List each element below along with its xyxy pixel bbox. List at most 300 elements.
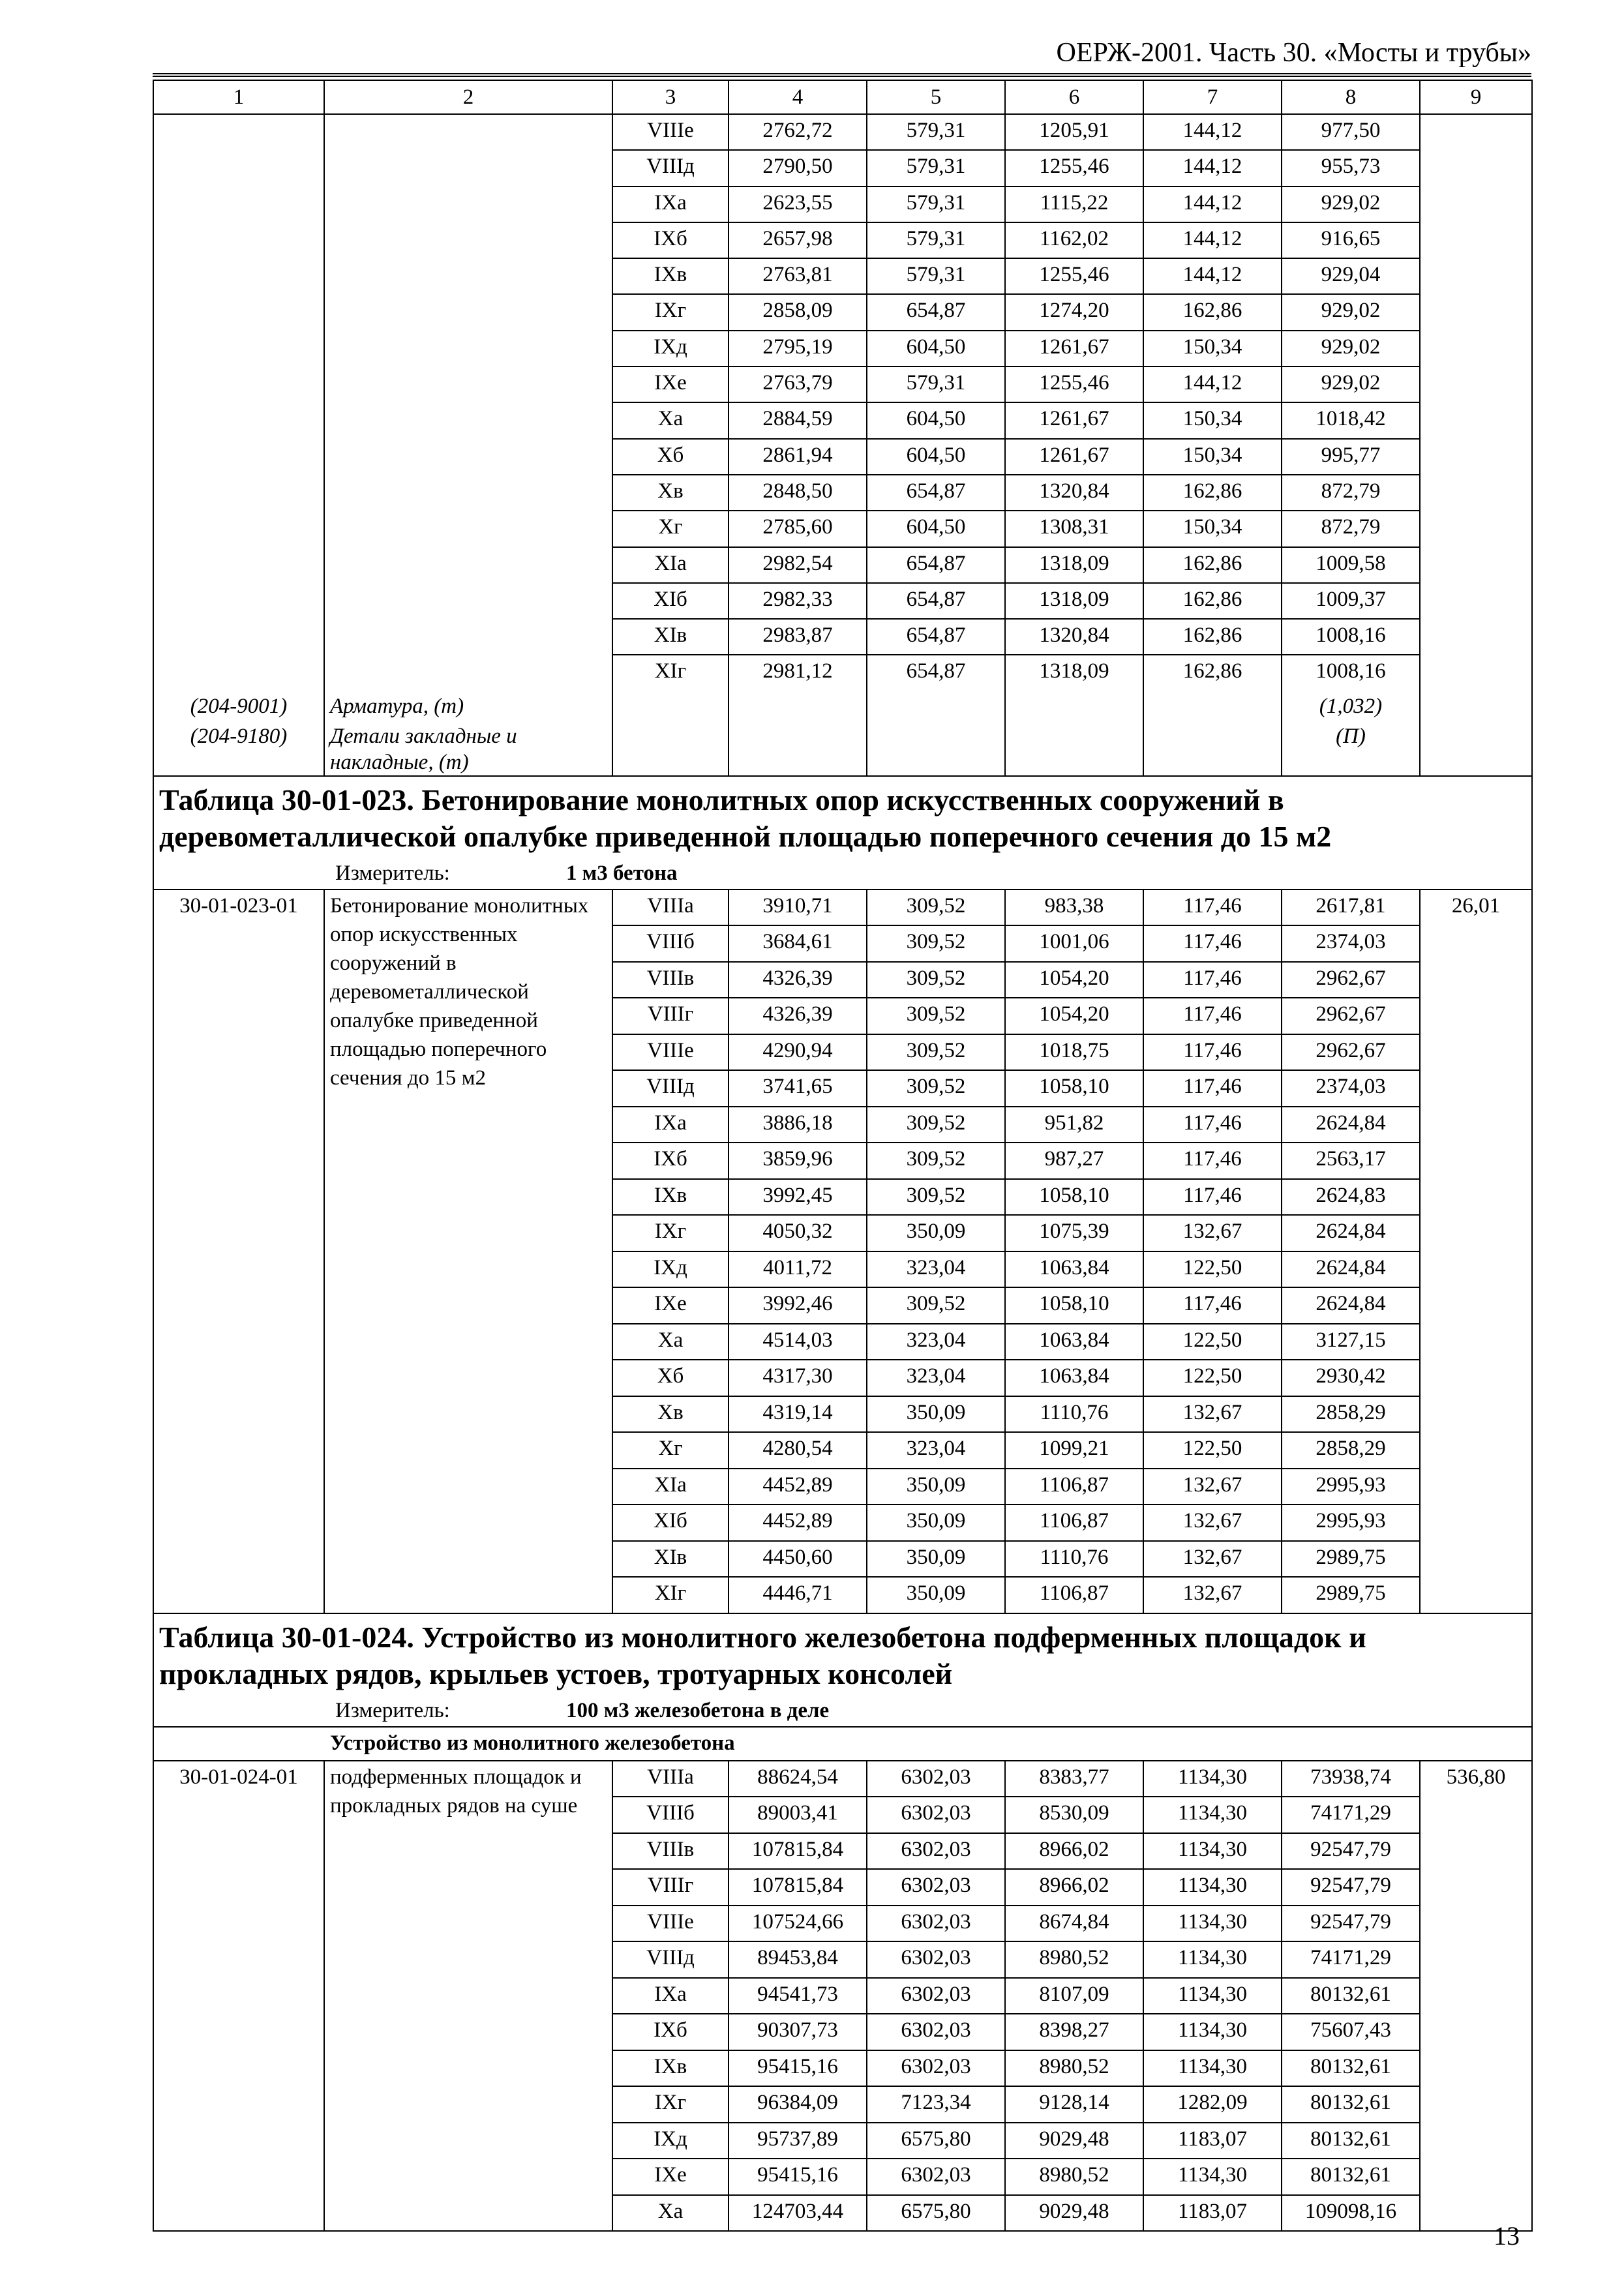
value-cell: 2962,67	[1282, 998, 1420, 1034]
value-cell: 6302,03	[867, 2159, 1005, 2195]
value-cell: 995,77	[1282, 439, 1420, 475]
empty-cell	[1005, 691, 1143, 723]
resource-value: (П)	[1282, 723, 1420, 776]
value-cell: 122,50	[1143, 1324, 1282, 1360]
header-rule	[153, 73, 1531, 77]
value-cell: 6302,03	[867, 2014, 1005, 2050]
value-cell: 9029,48	[1005, 2123, 1143, 2159]
col-header: 8	[1282, 80, 1420, 114]
measure-value: 1 м3 бетона	[566, 861, 678, 885]
value-cell: 9128,14	[1005, 2086, 1143, 2123]
value-cell: 2884,59	[729, 402, 867, 438]
table-row	[153, 114, 1532, 150]
col-header: 2	[324, 80, 612, 114]
zone-code: XIв	[612, 1541, 729, 1578]
value-cell: 117,46	[1143, 1034, 1282, 1071]
value-cell: 4450,60	[729, 1541, 867, 1578]
value-cell: 1134,30	[1143, 1869, 1282, 1906]
value-cell: 2763,79	[729, 367, 867, 402]
value-cell: 2995,93	[1282, 1504, 1420, 1541]
value-cell: 2989,75	[1282, 1577, 1420, 1613]
value-cell: 144,12	[1143, 114, 1282, 150]
value-cell: 1075,39	[1005, 1215, 1143, 1251]
value-cell: 89003,41	[729, 1797, 867, 1833]
table-title: Таблица 30-01-023. Бетонирование монолитных опор искусственных сооружений в деревометаллической опалубке приведенной площадью поперечного сечения до 15 м2	[159, 783, 1332, 853]
zone-code: IXг	[612, 294, 729, 330]
value-cell: 1261,67	[1005, 439, 1143, 475]
empty-cell	[867, 691, 1005, 723]
col-header: 5	[867, 80, 1005, 114]
zone-code: XIг	[612, 1577, 729, 1613]
value-cell: 579,31	[867, 114, 1005, 150]
value-cell: 2624,84	[1282, 1287, 1420, 1324]
zone-code: Xв	[612, 1396, 729, 1433]
col9-cell	[1420, 114, 1532, 691]
value-cell: 1106,87	[1005, 1469, 1143, 1505]
value-cell: 1255,46	[1005, 258, 1143, 294]
subheading: Устройство из монолитного железобетона	[153, 1727, 1532, 1761]
col-header: 4	[729, 80, 867, 114]
zone-code: VIIIе	[612, 114, 729, 150]
value-cell: 8398,27	[1005, 2014, 1143, 2050]
zone-code: IXа	[612, 1978, 729, 2014]
value-cell: 117,46	[1143, 925, 1282, 962]
value-cell: 1320,84	[1005, 475, 1143, 511]
value-cell: 350,09	[867, 1541, 1005, 1578]
value-cell: 579,31	[867, 258, 1005, 294]
value-cell: 654,87	[867, 294, 1005, 330]
value-cell: 4452,89	[729, 1469, 867, 1505]
empty-cell	[1005, 723, 1143, 776]
measure-line	[159, 1692, 1526, 1725]
zone-code: IXб	[612, 1143, 729, 1179]
resource-name: Арматура, (т)	[324, 691, 612, 723]
value-cell: 1134,30	[1143, 1941, 1282, 1978]
value-cell: 3910,71	[729, 890, 867, 926]
resource-code: (204-9180)	[153, 723, 324, 776]
value-cell: 1099,21	[1005, 1432, 1143, 1469]
resource-row	[153, 723, 1532, 776]
zone-code: VIIIд	[612, 150, 729, 186]
running-header: ОЕРЖ-2001. Часть 30. «Мосты и трубы»	[1056, 38, 1531, 68]
value-cell: 122,50	[1143, 1360, 1282, 1396]
col-header: 3	[612, 80, 729, 114]
value-cell: 132,67	[1143, 1541, 1282, 1578]
zone-code: XIа	[612, 1469, 729, 1505]
empty-cell	[1420, 723, 1532, 776]
value-cell: 929,04	[1282, 258, 1420, 294]
value-cell: 132,67	[1143, 1396, 1282, 1433]
value-cell: 309,52	[867, 1107, 1005, 1143]
zone-code: XIб	[612, 583, 729, 619]
value-cell: 92547,79	[1282, 1833, 1420, 1870]
value-cell: 872,79	[1282, 511, 1420, 546]
zone-code: IXе	[612, 2159, 729, 2195]
value-cell: 162,86	[1143, 294, 1282, 330]
zone-code: XIа	[612, 547, 729, 583]
zone-code: XIб	[612, 1504, 729, 1541]
value-cell: 2861,94	[729, 439, 867, 475]
resource-value: (1,032)	[1282, 691, 1420, 723]
value-cell: 2763,81	[729, 258, 867, 294]
value-cell: 162,86	[1143, 619, 1282, 655]
measure-line	[159, 855, 1526, 888]
value-cell: 323,04	[867, 1360, 1005, 1396]
zone-code: VIIIб	[612, 1797, 729, 1833]
value-cell: 323,04	[867, 1251, 1005, 1288]
value-cell: 579,31	[867, 222, 1005, 258]
value-cell: 1009,37	[1282, 583, 1420, 619]
value-cell: 3684,61	[729, 925, 867, 962]
value-cell: 1261,67	[1005, 331, 1143, 367]
zone-code: VIIIв	[612, 962, 729, 998]
value-cell: 107524,66	[729, 1906, 867, 1942]
empty-cell	[1143, 691, 1282, 723]
value-cell: 92547,79	[1282, 1869, 1420, 1906]
zone-code: IXг	[612, 2086, 729, 2123]
value-cell: 1115,22	[1005, 187, 1143, 222]
value-cell: 323,04	[867, 1432, 1005, 1469]
value-cell: 80132,61	[1282, 2050, 1420, 2087]
zone-code: VIIIе	[612, 1906, 729, 1942]
zone-code: XIв	[612, 619, 729, 655]
value-cell: 132,67	[1143, 1577, 1282, 1613]
value-cell: 2624,84	[1282, 1251, 1420, 1288]
value-cell: 350,09	[867, 1504, 1005, 1541]
empty-cell	[612, 723, 729, 776]
value-cell: 6302,03	[867, 1941, 1005, 1978]
value-cell: 579,31	[867, 187, 1005, 222]
value-cell: 74171,29	[1282, 1797, 1420, 1833]
zone-code: VIIIд	[612, 1941, 729, 1978]
value-cell: 162,86	[1143, 547, 1282, 583]
value-cell: 1054,20	[1005, 962, 1143, 998]
zone-code: Xб	[612, 1360, 729, 1396]
rate-code: 30-01-024-01	[153, 1761, 324, 2232]
value-cell: 4452,89	[729, 1504, 867, 1541]
value-cell: 1134,30	[1143, 1906, 1282, 1942]
value-cell: 6302,03	[867, 1978, 1005, 2014]
value-cell: 1134,30	[1143, 2014, 1282, 2050]
zone-code: Xа	[612, 1324, 729, 1360]
value-cell: 132,67	[1143, 1469, 1282, 1505]
value-cell: 654,87	[867, 547, 1005, 583]
measure-label: Измеритель:	[335, 861, 450, 885]
value-cell: 3741,65	[729, 1070, 867, 1107]
value-cell: 95415,16	[729, 2050, 867, 2087]
value-cell: 1063,84	[1005, 1360, 1143, 1396]
value-cell: 1134,30	[1143, 1978, 1282, 2014]
value-cell: 2374,03	[1282, 1070, 1420, 1107]
value-cell: 1318,09	[1005, 547, 1143, 583]
value-cell: 1110,76	[1005, 1396, 1143, 1433]
empty-cell	[729, 691, 867, 723]
value-cell: 2989,75	[1282, 1541, 1420, 1578]
value-cell: 1001,06	[1005, 925, 1143, 962]
value-cell: 162,86	[1143, 583, 1282, 619]
value-cell: 80132,61	[1282, 2159, 1420, 2195]
value-cell: 8966,02	[1005, 1869, 1143, 1906]
value-cell: 8980,52	[1005, 2050, 1143, 2087]
value-cell: 1018,75	[1005, 1034, 1143, 1071]
zone-code: Xа	[612, 2195, 729, 2232]
value-cell: 74171,29	[1282, 1941, 1420, 1978]
value-cell: 987,27	[1005, 1143, 1143, 1179]
value-cell: 107815,84	[729, 1833, 867, 1870]
value-cell: 2962,67	[1282, 1034, 1420, 1071]
value-cell: 107815,84	[729, 1869, 867, 1906]
value-cell: 3992,46	[729, 1287, 867, 1324]
value-cell: 150,34	[1143, 331, 1282, 367]
value-cell: 604,50	[867, 402, 1005, 438]
value-cell: 117,46	[1143, 890, 1282, 926]
value-cell: 2795,19	[729, 331, 867, 367]
col-header: 7	[1143, 80, 1282, 114]
value-cell: 150,34	[1143, 439, 1282, 475]
value-cell: 2982,33	[729, 583, 867, 619]
value-cell: 2762,72	[729, 114, 867, 150]
zone-code: IXд	[612, 331, 729, 367]
value-cell: 6302,03	[867, 1797, 1005, 1833]
value-cell: 117,46	[1143, 1287, 1282, 1324]
empty-cell	[729, 723, 867, 776]
col-header: 9	[1420, 80, 1532, 114]
zone-code: VIIIг	[612, 1869, 729, 1906]
value-cell: 8674,84	[1005, 1906, 1143, 1942]
value-cell: 4319,14	[729, 1396, 867, 1433]
resource-row	[153, 691, 1532, 723]
value-cell: 309,52	[867, 1179, 1005, 1216]
value-cell: 1058,10	[1005, 1287, 1143, 1324]
value-cell: 1318,09	[1005, 583, 1143, 619]
value-cell: 109098,16	[1282, 2195, 1420, 2232]
zone-code: Xа	[612, 402, 729, 438]
value-cell: 90307,73	[729, 2014, 867, 2050]
value-cell: 872,79	[1282, 475, 1420, 511]
value-cell: 9029,48	[1005, 2195, 1143, 2232]
value-cell: 1134,30	[1143, 2050, 1282, 2087]
value-cell: 323,04	[867, 1324, 1005, 1360]
value-cell: 2962,67	[1282, 962, 1420, 998]
value-cell: 144,12	[1143, 150, 1282, 186]
value-cell: 3992,45	[729, 1179, 867, 1216]
value-cell: 1261,67	[1005, 402, 1143, 438]
zone-code: VIIIа	[612, 1761, 729, 1797]
value-cell: 654,87	[867, 583, 1005, 619]
value-cell: 4326,39	[729, 962, 867, 998]
value-cell: 8383,77	[1005, 1761, 1143, 1797]
col9-value: 26,01	[1420, 890, 1532, 1613]
value-cell: 80132,61	[1282, 1978, 1420, 2014]
value-cell: 162,86	[1143, 475, 1282, 511]
value-cell: 1134,30	[1143, 2159, 1282, 2195]
value-cell: 94541,73	[729, 1978, 867, 2014]
value-cell: 132,67	[1143, 1215, 1282, 1251]
value-cell: 309,52	[867, 1287, 1005, 1324]
value-cell: 604,50	[867, 439, 1005, 475]
value-cell: 309,52	[867, 1070, 1005, 1107]
zone-code: VIIIа	[612, 890, 729, 926]
value-cell: 4011,72	[729, 1251, 867, 1288]
value-cell: 1205,91	[1005, 114, 1143, 150]
value-cell: 654,87	[867, 655, 1005, 690]
value-cell: 2374,03	[1282, 925, 1420, 962]
zone-code: Xв	[612, 475, 729, 511]
zone-code: VIIIе	[612, 1034, 729, 1071]
value-cell: 3859,96	[729, 1143, 867, 1179]
value-cell: 1183,07	[1143, 2195, 1282, 2232]
rate-description: Бетонирование монолитных опор искусственных сооружений в деревометаллической опалубке приведенной площадью поперечного сечения до 15 м2	[324, 890, 612, 1613]
value-cell: 2858,29	[1282, 1396, 1420, 1433]
value-cell: 4290,94	[729, 1034, 867, 1071]
value-cell: 6575,80	[867, 2195, 1005, 2232]
value-cell: 8980,52	[1005, 1941, 1143, 1978]
zone-code: VIIIб	[612, 925, 729, 962]
measure-value: 100 м3 железобетона в деле	[566, 1698, 830, 1722]
value-cell: 309,52	[867, 1034, 1005, 1071]
zone-code: IXб	[612, 2014, 729, 2050]
value-cell: 144,12	[1143, 222, 1282, 258]
resource-code: (204-9001)	[153, 691, 324, 723]
table-row	[153, 890, 1532, 926]
col-header: 6	[1005, 80, 1143, 114]
value-cell: 929,02	[1282, 367, 1420, 402]
value-cell: 117,46	[1143, 962, 1282, 998]
value-cell: 1018,42	[1282, 402, 1420, 438]
value-cell: 132,67	[1143, 1504, 1282, 1541]
empty-cell	[867, 723, 1005, 776]
empty-cell	[1143, 723, 1282, 776]
zone-code: IXе	[612, 1287, 729, 1324]
value-cell: 95737,89	[729, 2123, 867, 2159]
zone-code: VIIIг	[612, 998, 729, 1034]
value-cell: 1318,09	[1005, 655, 1143, 690]
empty-cell	[1420, 691, 1532, 723]
value-cell: 2617,81	[1282, 890, 1420, 926]
table-title-row	[153, 776, 1532, 890]
value-cell: 350,09	[867, 1577, 1005, 1613]
value-cell: 95415,16	[729, 2159, 867, 2195]
value-cell: 73938,74	[1282, 1761, 1420, 1797]
value-cell: 2624,84	[1282, 1215, 1420, 1251]
value-cell: 6575,80	[867, 2123, 1005, 2159]
value-cell: 4280,54	[729, 1432, 867, 1469]
value-cell: 1134,30	[1143, 1833, 1282, 1870]
code-cell	[153, 114, 324, 691]
value-cell: 2624,83	[1282, 1179, 1420, 1216]
value-cell: 2858,29	[1282, 1432, 1420, 1469]
value-cell: 1058,10	[1005, 1070, 1143, 1107]
measure-label: Измеритель:	[335, 1698, 450, 1722]
value-cell: 916,65	[1282, 222, 1420, 258]
value-cell: 977,50	[1282, 114, 1420, 150]
zone-code: IXе	[612, 367, 729, 402]
subheading-row	[153, 1727, 1532, 1761]
zone-code: Xб	[612, 439, 729, 475]
table-title-row	[153, 1613, 1532, 1727]
value-cell: 309,52	[867, 998, 1005, 1034]
zone-code: IXб	[612, 222, 729, 258]
value-cell: 579,31	[867, 367, 1005, 402]
value-cell: 8107,09	[1005, 1978, 1143, 2014]
table-title: Таблица 30-01-024. Устройство из монолитного железобетона подферменных площадок и прокладных рядов, крыльев устоев, тротуарных консолей	[159, 1620, 1366, 1690]
zone-code: Xг	[612, 1432, 729, 1469]
value-cell: 350,09	[867, 1396, 1005, 1433]
value-cell: 144,12	[1143, 258, 1282, 294]
value-cell: 1320,84	[1005, 619, 1143, 655]
value-cell: 2982,54	[729, 547, 867, 583]
value-cell: 1063,84	[1005, 1324, 1143, 1360]
value-cell: 350,09	[867, 1469, 1005, 1505]
description-cell	[324, 114, 612, 691]
col9-value: 536,80	[1420, 1761, 1532, 2232]
value-cell: 117,46	[1143, 998, 1282, 1034]
value-cell: 4446,71	[729, 1577, 867, 1613]
value-cell: 6302,03	[867, 1906, 1005, 1942]
value-cell: 4514,03	[729, 1324, 867, 1360]
value-cell: 2657,98	[729, 222, 867, 258]
value-cell: 124703,44	[729, 2195, 867, 2232]
value-cell: 1255,46	[1005, 367, 1143, 402]
value-cell: 3127,15	[1282, 1324, 1420, 1360]
value-cell: 92547,79	[1282, 1906, 1420, 1942]
value-cell: 6302,03	[867, 1761, 1005, 1797]
value-cell: 579,31	[867, 150, 1005, 186]
value-cell: 117,46	[1143, 1107, 1282, 1143]
value-cell: 2623,55	[729, 187, 867, 222]
value-cell: 122,50	[1143, 1432, 1282, 1469]
value-cell: 2848,50	[729, 475, 867, 511]
value-cell: 929,02	[1282, 331, 1420, 367]
value-cell: 117,46	[1143, 1070, 1282, 1107]
table-title-cell	[153, 776, 1532, 890]
value-cell: 96384,09	[729, 2086, 867, 2123]
value-cell: 929,02	[1282, 187, 1420, 222]
value-cell: 144,12	[1143, 367, 1282, 402]
column-number-row	[153, 80, 1532, 114]
value-cell: 604,50	[867, 331, 1005, 367]
value-cell: 89453,84	[729, 1941, 867, 1978]
value-cell: 2790,50	[729, 150, 867, 186]
value-cell: 4326,39	[729, 998, 867, 1034]
value-cell: 309,52	[867, 1143, 1005, 1179]
value-cell: 1162,02	[1005, 222, 1143, 258]
value-cell: 162,86	[1143, 655, 1282, 690]
value-cell: 1282,09	[1143, 2086, 1282, 2123]
value-cell: 654,87	[867, 475, 1005, 511]
value-cell: 1106,87	[1005, 1577, 1143, 1613]
value-cell: 1134,30	[1143, 1797, 1282, 1833]
empty-cell	[612, 691, 729, 723]
zone-code: IXа	[612, 187, 729, 222]
value-cell: 6302,03	[867, 1869, 1005, 1906]
value-cell: 929,02	[1282, 294, 1420, 330]
value-cell: 75607,43	[1282, 2014, 1420, 2050]
value-cell: 8980,52	[1005, 2159, 1143, 2195]
value-cell: 983,38	[1005, 890, 1143, 926]
value-cell: 4317,30	[729, 1360, 867, 1396]
zone-code: IXв	[612, 2050, 729, 2087]
col-header: 1	[153, 80, 324, 114]
zone-code: IXд	[612, 1251, 729, 1288]
resource-name: Детали закладные и накладные, (т)	[324, 723, 612, 776]
value-cell: 4050,32	[729, 1215, 867, 1251]
zone-code: Xг	[612, 511, 729, 546]
value-cell: 1134,30	[1143, 1761, 1282, 1797]
value-cell: 2983,87	[729, 619, 867, 655]
zone-code: IXг	[612, 1215, 729, 1251]
value-cell: 2995,93	[1282, 1469, 1420, 1505]
